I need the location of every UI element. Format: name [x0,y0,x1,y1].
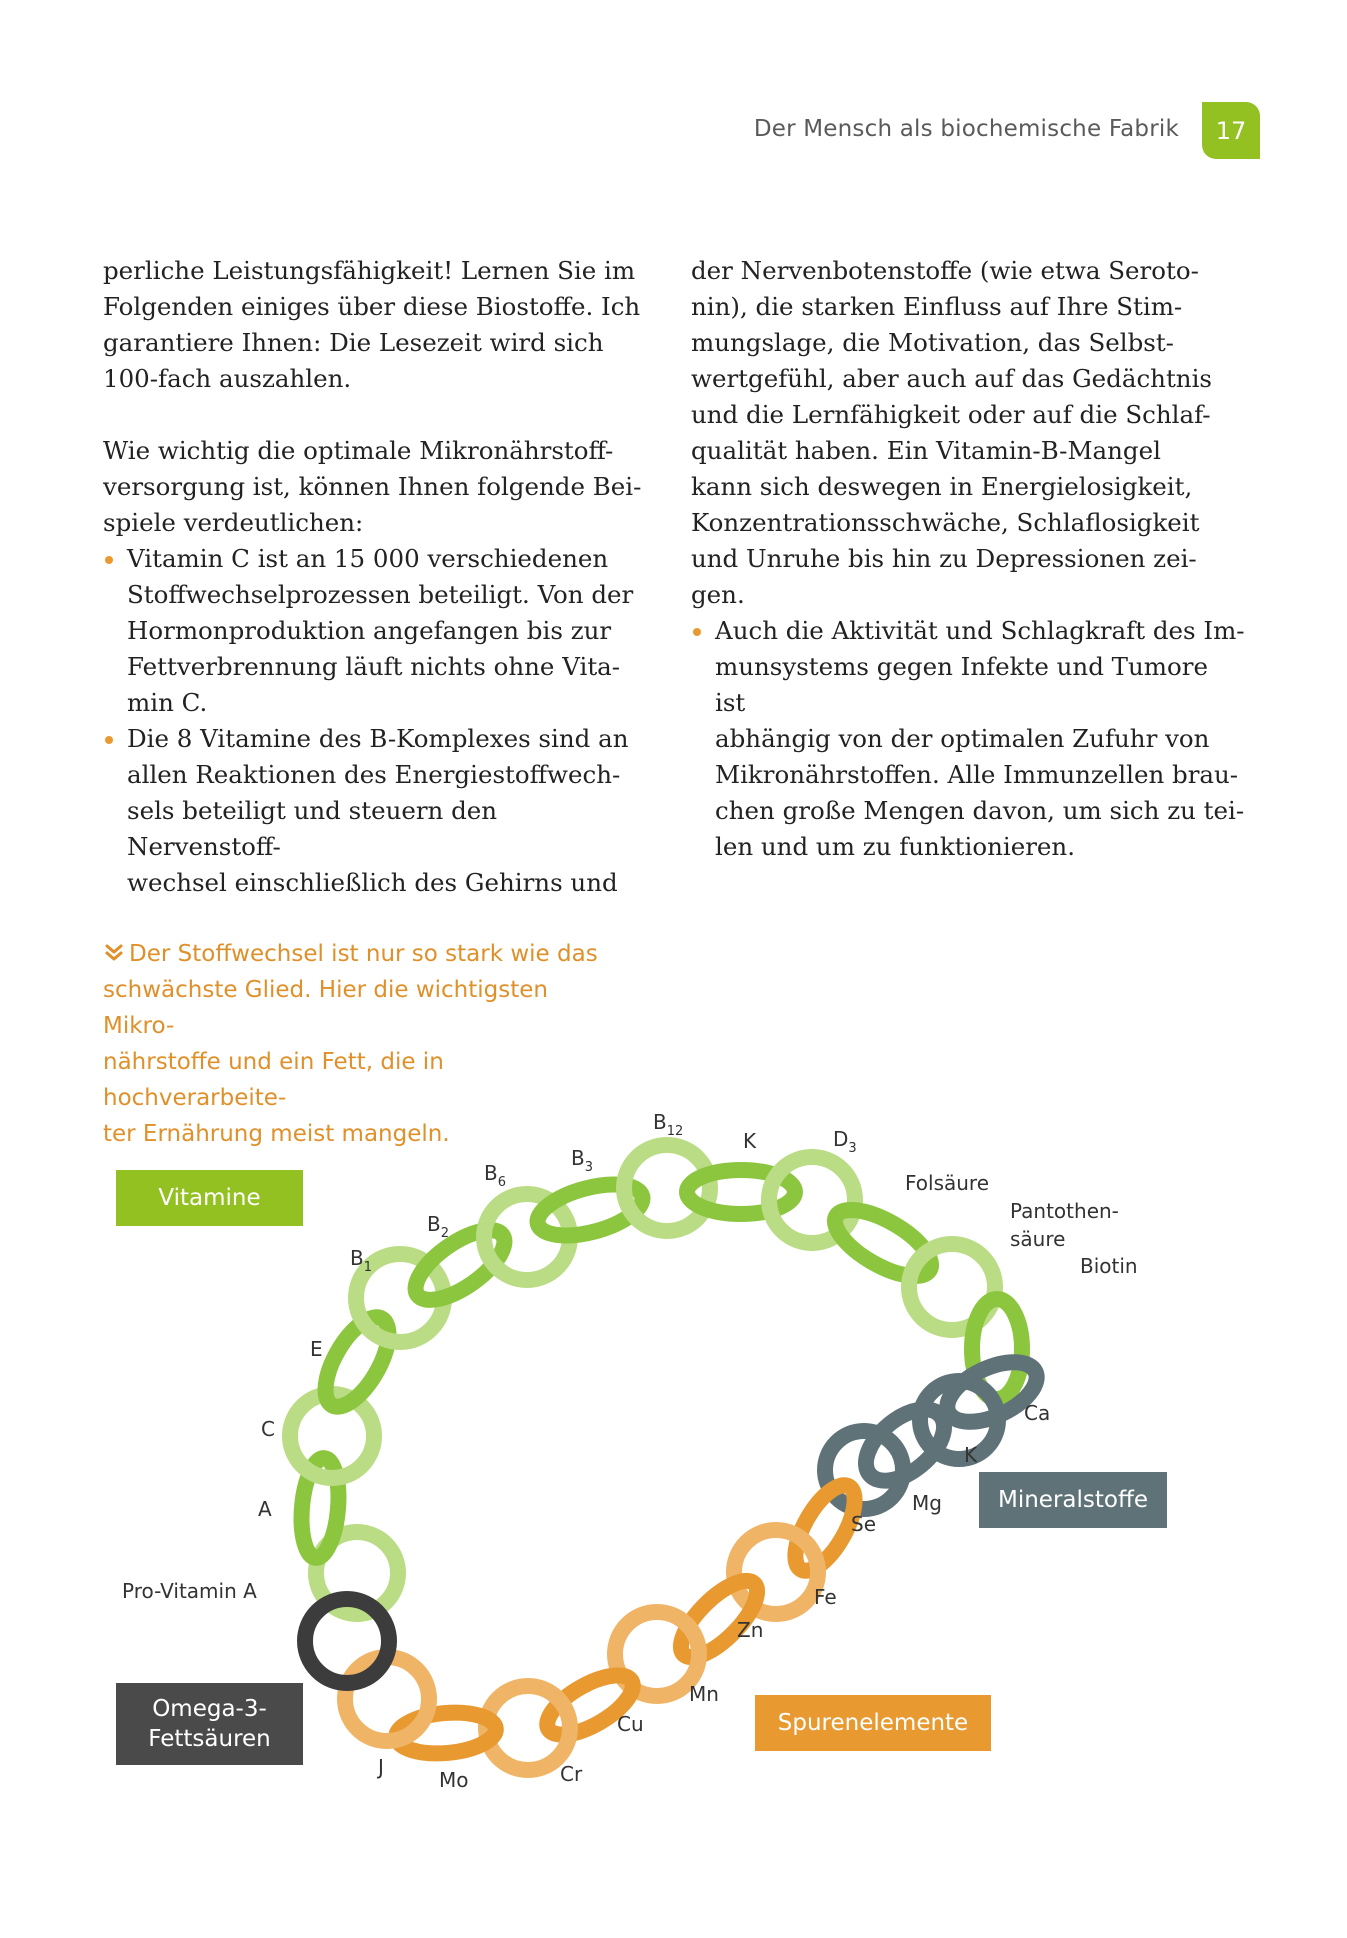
text-line: Vitamin C ist an 15 000 verschiedenen [127,544,609,573]
text-line: wechsel einschließlich des Gehirns und [127,868,618,897]
category-label-line: Fettsäuren [148,1726,271,1752]
text-line: Die 8 Vitamine des B-Komplexes sind an [127,724,629,753]
category-label-vitamine: Vitamine [116,1170,303,1226]
text-line: und die Lernfähigkeit oder auf die Schlaf- [691,400,1211,429]
label-pantothensaeure: Pantothen-säure [1010,1199,1119,1251]
text-line: abhängig von der optimalen Zufuhr von [715,724,1210,753]
label-vitamin-e: E [310,1337,323,1361]
caption-line: schwächste Glied. Hier die wichtigsten Mikro- [103,977,548,1039]
category-label-mineralstoffe: Mineralstoffe [979,1472,1167,1528]
text-line: sels beteiligt und steuern den Nervenstoff- [127,796,498,861]
text-line: Auch die Aktivität und Schlagkraft des Im- [715,616,1245,645]
label-kupfer: Cu [617,1712,644,1736]
label-mangan: Mn [689,1682,719,1706]
text-line: Fettverbrennung läuft nichts ohne Vita- [127,652,621,681]
label-kalium: K [964,1443,978,1467]
text-line: Mikronährstoffen. Alle Immunzellen brau- [715,760,1239,789]
label-folsaeure: Folsäure [905,1171,990,1195]
label-calcium: Ca [1024,1401,1051,1425]
category-label-line: Omega-3- [152,1696,267,1722]
text-line: der Nervenbotenstoffe (wie etwa Seroto- [691,256,1199,285]
text-line: allen Reaktionen des Energiestoffwech- [127,760,621,789]
label-vitamin-c: C [261,1417,275,1441]
text-line: chen große Mengen davon, um sich zu tei- [715,796,1245,825]
label-vitamin-a: A [258,1497,272,1521]
text-line: 100-fach auszahlen. [103,364,352,393]
text-line: spiele verdeutlichen: [103,508,364,537]
text-line: min C. [127,688,208,717]
text-line: perliche Leistungsfähigkeit! Lernen Sie im [103,256,636,285]
running-header-title: Der Mensch als biochemische Fabrik [753,116,1179,142]
text-line: Konzentrationsschwäche, Schlaflosigkeit [691,508,1200,537]
text-line: nin), die starken Einfluss auf Ihre Stim- [691,292,1183,321]
label-vitamin-b2: $B_2$ [427,1212,450,1241]
label-magnesium: Mg [912,1491,942,1515]
label-vitamin-b1: $B_1$ [350,1246,373,1275]
text-line: wertgefühl, aber auch auf das Gedächtnis [691,364,1212,393]
text-line: gen. [691,580,745,609]
caption-text: Der Stoffwechsel ist nur so stark wie das [129,941,598,967]
label-vitamin-b12: $B_{12}$ [653,1110,684,1139]
label-chrom: Cr [560,1762,583,1786]
text-line: len und um zu funktionieren. [715,832,1075,861]
text-line: kann sich deswegen in Energielosigkeit, [691,472,1193,501]
text-line: garantiere Ihnen: Die Lesezeit wird sich [103,328,604,357]
text-line: Hormonproduktion angefangen bis zur [127,616,612,645]
text-line: Wie wichtig die optimale Mikronährstoff- [103,436,614,465]
chain-link [825,1197,941,1289]
category-label-spurenelemente: Spurenelemente [755,1695,991,1751]
text-line: Stoffwechselprozessen beteiligt. Von der [127,580,634,609]
caption-line: ter Ernährung meist mangeln. [103,1121,450,1147]
label-vitamin-d3: $D_3$ [833,1127,857,1156]
label-jod: J [378,1755,384,1779]
chain-links [290,1145,1046,1770]
text-line: qualität haben. Ein Vitamin-B-Mangel [691,436,1161,465]
text-line: mungslage, die Motivation, das Selbst- [691,328,1174,357]
page-number-badge: 17 [1202,102,1260,159]
label-vitamin-k: K [743,1129,757,1153]
text-line: munsystems gegen Infekte und Tumore ist [715,652,1208,717]
label-zink: Zn [737,1618,764,1642]
label-molybdaen: Mo [439,1768,469,1792]
text-line: und Unruhe bis hin zu Depressionen zei- [691,544,1197,573]
text-line: versorgung ist, können Ihnen folgende Bei- [103,472,642,501]
label-pro-vitamin-a: Pro-Vitamin A [122,1579,257,1603]
label-vitamin-b3: $B_3$ [571,1146,594,1175]
text-line: Folgenden einiges über diese Biostoffe. Ich [103,292,641,321]
category-label-omega-3 [116,1683,303,1765]
caption-line: nährstoffe und ein Fett, die in hochverarbeite- [103,1049,444,1111]
label-selen: Se [851,1512,876,1536]
label-biotin: Biotin [1080,1254,1138,1278]
label-vitamin-b6: $B_6$ [484,1161,507,1190]
label-eisen: Fe [814,1585,837,1609]
